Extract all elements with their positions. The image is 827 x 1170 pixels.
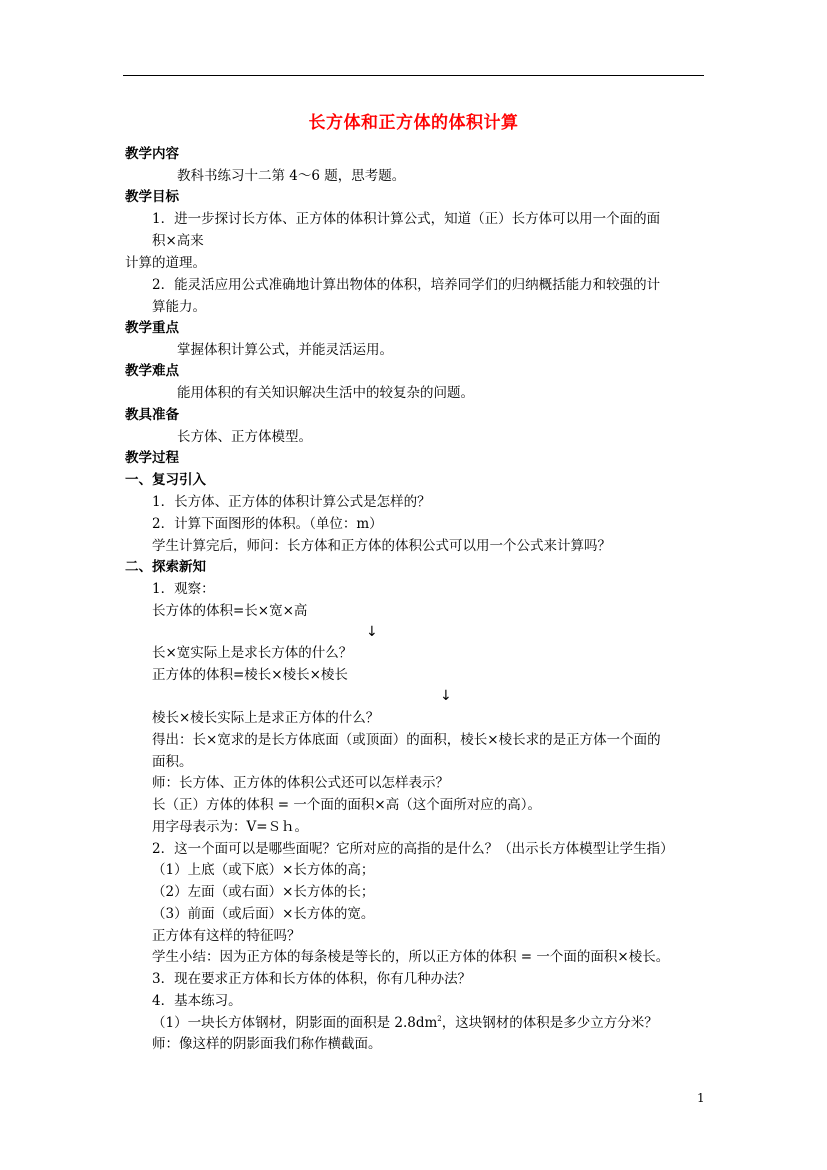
key-points-text: 掌握体积计算公式，并能灵活运用。 bbox=[177, 342, 393, 358]
header-rule bbox=[123, 75, 704, 76]
face-item-2: （2）左面（或右面）×长方体的长； bbox=[152, 884, 375, 900]
goal-2-line-a: 2．能灵活应用公式准确地计算出物体的体积，培养同学们的归纳概括能力和较强的计 bbox=[152, 277, 661, 293]
goal-1-line-b: 积×高来 bbox=[152, 233, 204, 249]
content-text: 教科书练习十二第 4～6 题，思考题。 bbox=[177, 168, 406, 184]
document-title: 长方体和正方体的体积计算 bbox=[308, 113, 519, 133]
difficult-points-heading: 教学难点 bbox=[125, 363, 179, 379]
content-heading: 教学内容 bbox=[125, 146, 179, 162]
review-item-1: 1．长方体、正方体的体积计算公式是怎样的？ bbox=[152, 494, 431, 510]
face-item-1: （1）上底（或下底）×长方体的高； bbox=[152, 862, 375, 878]
review-item-2: 2．计算下面图形的体积。（单位：m） bbox=[152, 516, 383, 532]
tools-heading: 教具准备 bbox=[125, 407, 179, 423]
exercise-1-text-b: ，这块钢材的体积是多少立方分米？ bbox=[441, 1015, 658, 1031]
cuboid-question: 长×宽实际上是求长方体的什么？ bbox=[152, 645, 353, 661]
cube-feature-question: 正方体有这样的特征吗？ bbox=[152, 928, 301, 944]
goal-1-line-a: 1．进一步探讨长方体、正方体的体积计算公式，知道（正）长方体可以用一个面的面 bbox=[152, 211, 661, 227]
question-4: 4．基本练习。 bbox=[152, 993, 242, 1009]
process-heading: 教学过程 bbox=[125, 450, 179, 466]
goal-2-line-b: 算能力。 bbox=[152, 299, 206, 315]
observe-label: 1．观察： bbox=[152, 581, 215, 597]
goal-1-line-c: 计算的道理。 bbox=[125, 255, 206, 271]
exercise-1-superscript: 2 bbox=[437, 1015, 442, 1023]
cube-formula: 正方体的体积=棱长×棱长×棱长 bbox=[152, 667, 348, 683]
exercise-1-text-a: （1）一块长方体钢材，阴影面的面积是 2.8dm bbox=[152, 1015, 438, 1031]
conclusion-line-b: 面积。 bbox=[152, 754, 193, 770]
general-formula: 长（正）方体的体积 = 一个面的面积×高（这个面所对应的高）。 bbox=[152, 797, 541, 813]
question-3: 3．现在要求正方体和长方体的体积，你有几种办法？ bbox=[152, 971, 472, 987]
key-points-heading: 教学重点 bbox=[125, 320, 179, 336]
cube-question: 棱长×棱长实际上是求正方体的什么？ bbox=[152, 710, 380, 726]
teacher-question: 师：长方体、正方体的体积公式还可以怎样表示？ bbox=[152, 775, 449, 791]
exercise-1 bbox=[152, 1013, 658, 1033]
down-arrow-icon: ↓ bbox=[440, 688, 452, 704]
teacher-note: 师：像这样的阴影面我们称作横截面。 bbox=[152, 1036, 382, 1052]
cuboid-formula: 长方体的体积=长×宽×高 bbox=[152, 603, 308, 619]
goals-heading: 教学目标 bbox=[125, 189, 179, 205]
question-2: 2．这一个面可以是哪些面呢？它所对应的高指的是什么？（出示长方体模型让学生指） bbox=[152, 841, 674, 857]
page-number: 1 bbox=[697, 1091, 705, 1105]
difficult-points-text: 能用体积的有关知识解决生活中的较复杂的问题。 bbox=[177, 385, 474, 401]
tools-text: 长方体、正方体模型。 bbox=[177, 429, 312, 445]
down-arrow-icon: ↓ bbox=[366, 624, 378, 640]
review-heading: 一、复习引入 bbox=[125, 472, 206, 488]
face-item-3: （3）前面（或后面）×长方体的宽。 bbox=[152, 906, 375, 922]
explore-heading: 二、探索新知 bbox=[125, 559, 206, 575]
conclusion-line-a: 得出：长×宽求的是长方体底面（或顶面）的面积，棱长×棱长求的是正方体一个面的 bbox=[152, 732, 661, 748]
letter-formula: 用字母表示为：V=Ｓｈ。 bbox=[152, 819, 309, 835]
review-item-3: 学生计算完后，师问：长方体和正方体的体积公式可以用一个公式来计算吗？ bbox=[152, 538, 611, 554]
student-summary: 学生小结：因为正方体的每条棱是等长的，所以正方体的体积 = 一个面的面积×棱长。 bbox=[152, 949, 670, 965]
